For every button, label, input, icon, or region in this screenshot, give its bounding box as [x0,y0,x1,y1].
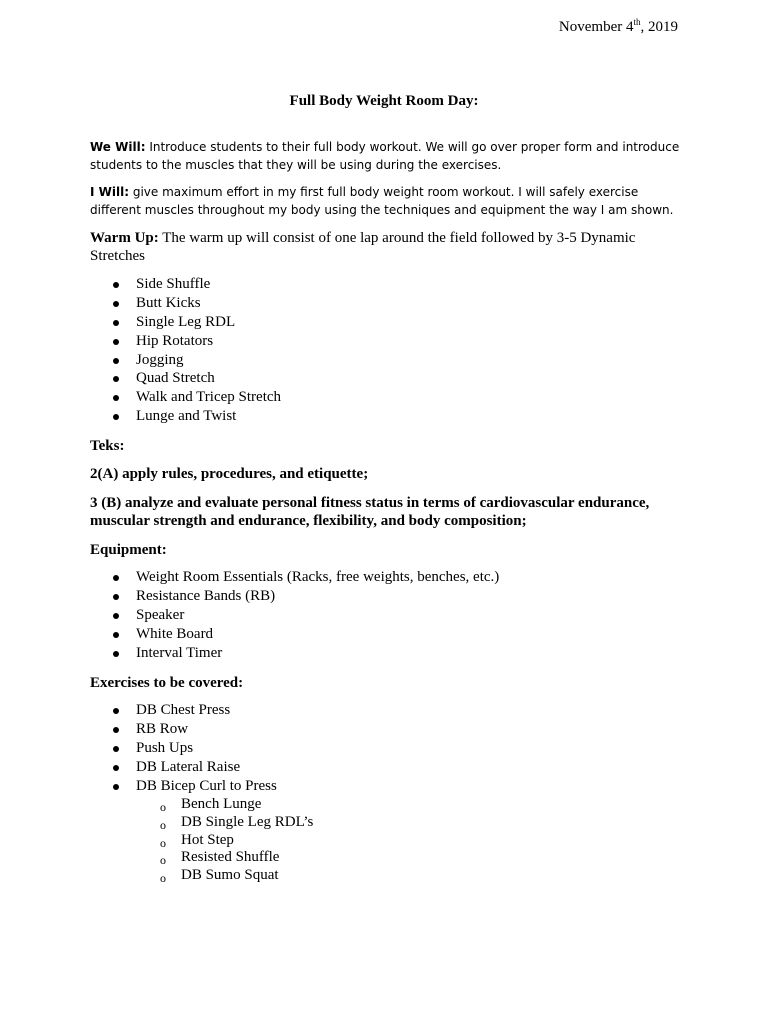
bullet-icon [113,414,119,420]
list-item [110,275,281,294]
list-item [110,606,499,625]
bullet-icon [113,594,119,600]
list-item [110,313,281,332]
bullet-icon [113,613,119,619]
we-will-label: We Will: [90,140,146,154]
warm-up-paragraph [90,229,680,265]
bullet-icon [113,339,119,345]
bullet-icon [113,301,119,307]
sub-list-item [157,814,313,832]
list-item-text: RB Row [136,720,189,737]
list-item [110,644,499,663]
equipment-heading: Equipment: [90,542,167,558]
exercises-list [110,701,277,795]
i-will-label: I Will: [90,185,130,199]
date-text: November 4 [558,19,634,35]
sub-list-item [157,867,313,885]
sub-list-item [157,849,313,867]
bullet-icon [113,376,119,382]
sub-list-item-text: Resisted Shuffle [181,849,280,866]
sub-list-item [157,832,313,850]
list-item [110,625,499,644]
circle-bullet-icon: o [160,800,166,814]
list-item [110,568,499,587]
list-item [110,777,277,796]
bullet-icon [113,651,119,657]
sub-list-item-text: Bench Lunge [181,796,262,812]
list-item [110,369,281,388]
list-item [110,701,277,720]
list-item-text: Lunge and Twist [136,408,237,425]
circle-bullet-icon: o [160,853,166,868]
teks-item: 2(A) apply rules, procedures, and etiquette; [90,466,369,482]
list-item-text: DB Bicep Curl to Press [136,777,277,794]
date-year: , 2019 [640,19,678,35]
bullet-icon [113,727,119,733]
date-ordinal: th [633,17,641,27]
list-item-text: DB Lateral Raise [136,758,241,775]
bullet-icon [113,708,119,714]
list-item [110,739,277,758]
list-item-text: Quad Stretch [136,370,215,387]
bullet-icon [113,575,119,581]
document-date [559,17,678,36]
list-item-text: Hip Rotators [136,332,214,349]
sub-list-item-text: Hot Step [181,831,234,848]
sub-list-item-text: DB Single Leg RDL’s [181,813,314,830]
bullet-icon [113,765,119,771]
list-item [110,587,499,606]
bullet-icon [113,395,119,401]
page-title: Full Body Weight Room Day: [289,93,479,109]
list-item-text: Weight Room Essentials (Racks, free weights, benches, etc.) [136,569,500,585]
bullet-icon [113,320,119,326]
list-item [110,758,277,777]
we-will-text: Introduce students to their full body workout. We will go over proper form and introduce students to the muscles that they will be using during the exercises. [90,140,680,172]
bullet-icon [113,746,119,752]
teks-item: 3 (B) analyze and evaluate personal fitness status in terms of cardiovascular endurance, muscular strength and endurance, flexibility, and body composition; [90,495,650,529]
list-item [110,720,277,739]
list-item-text: Butt Kicks [136,294,201,311]
exercises-heading: Exercises to be covered: [90,675,244,691]
bullet-icon [113,632,119,638]
list-item-text: Speaker [136,606,185,623]
list-item-text: Push Ups [136,739,194,756]
we-will-statement [90,138,680,174]
list-item-text: Walk and Tricep Stretch [136,389,282,406]
warm-up-text: The warm up will consist of one lap around the field followed by 3-5 Dynamic Stretches [90,230,636,264]
list-item-text: Interval Timer [136,644,223,661]
circle-bullet-icon: o [160,817,166,832]
teks-heading: Teks: [90,438,125,454]
list-item-text: Single Leg RDL [136,313,236,330]
sub-list-item-text: DB Sumo Squat [181,867,279,884]
equipment-list [110,568,499,662]
list-item [110,294,281,313]
list-item-text: White Board [136,625,214,642]
list-item-text: Side Shuffle [136,276,211,292]
list-item [110,351,281,370]
exercises-sub-list [157,796,313,885]
i-will-text: give maximum effort in my first full body weight room workout. I will safely exercise different muscles throughout my body using the techniques and equipment the way I am shown. [90,185,674,217]
list-item-text: DB Chest Press [136,702,231,718]
i-will-statement [90,183,680,219]
bullet-icon [113,784,119,790]
list-item [110,388,281,407]
list-item [110,407,281,426]
warm-up-list [110,275,281,426]
warm-up-label: Warm Up: [90,230,159,246]
circle-bullet-icon: o [160,835,166,850]
list-item [110,332,281,351]
list-item-text: Resistance Bands (RB) [136,587,276,604]
list-item-text: Jogging [136,351,184,368]
circle-bullet-icon: o [160,871,166,886]
bullet-icon [113,358,119,364]
bullet-icon [113,282,119,288]
sub-list-item [157,796,313,814]
